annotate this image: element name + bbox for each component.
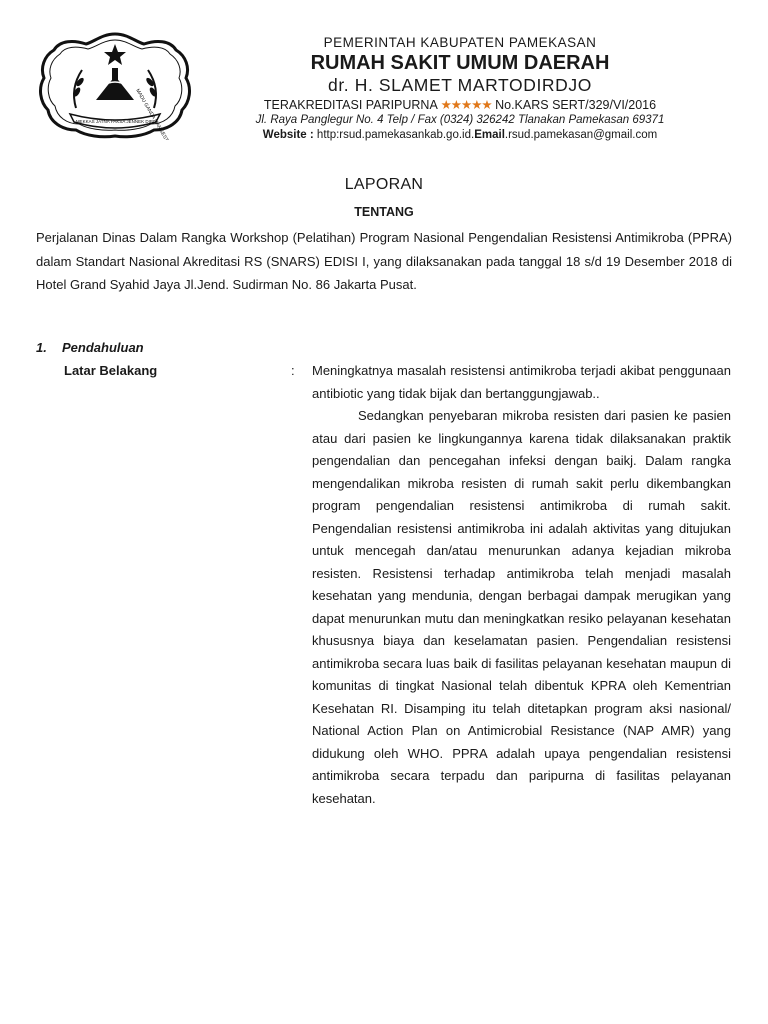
body-paragraph-2: Sedangkan penyebaran mikroba resisten dari pasien ke pasien atau dari pasien ke lingkungannya karena tidak dilaksanakan praktik pengendalian dan pencegahan infeksi dengan baikj. Dalam rangka mengendalikan mikroba resisten di rumah sakit perlu dikembangkan program pengendalian resistensi antimikroba di rumah sakit. Pengendalian resistensi antimikroba ini adalah aktivitas yang ditujukan untuk mencegah dan/atau menurunkan adanya kejadian mikroba resisten. Resistensi terhadap antimikroba telah menjadi masalah kesehatan yang mendunia, dengan berbagai dampak merugikan yang dapat menurunkan mutu dan meningkatkan resiko pelayanan kesehatan khususnya biaya dan keselamatan pasien. Pengendalian resistensi antimikroba secara luas baik di fasilitas pelayanan kesehatan maupun di komunitas di tingkat Nasional telah dibentuk KPRA oleh Kementrian Kesehatan RI. Disamping itu telah ditetapkan program aksi nasional/ National Action Plan on Antimicrobial Resistance (NAP AMR) yang didukung oleh WHO. PPRA adalah upaya pengendalian resistensi antimikroba secara terpadu dan paripurna di fasilitas pelayanan kesehatan. bbox=[312, 408, 731, 806]
accreditation-stars-icon: ★★★★★ bbox=[440, 98, 492, 112]
subsection-colon: : bbox=[291, 363, 295, 378]
hospital-namesake: dr. H. SLAMET MARTODIRDJO bbox=[328, 75, 592, 95]
accreditation-line bbox=[180, 97, 740, 113]
subsection-body bbox=[312, 360, 731, 810]
intro-paragraph: Perjalanan Dinas Dalam Rangka Workshop (Pelatihan) Program Nasional Pengendalian Resistensi Antimikroba (PPRA) dalam Standart Nasional Akreditasi RS (SNARS) EDISI I, yang dilaksanakan pada tanggal 18 s/d 19 Desember 2018 di Hotel Grand Syahid Jaya Jl.Jend. Sudirman No. 86 Jakarta Pusat. bbox=[36, 230, 732, 292]
section-title: Pendahuluan bbox=[62, 340, 144, 355]
logo-motto-side: MADU GANDA MANGESTI bbox=[134, 88, 171, 140]
email-label: Email bbox=[474, 129, 505, 141]
letterhead bbox=[180, 34, 740, 143]
government-name: PEMERINTAH KABUPATEN PAMEKASAN bbox=[323, 35, 597, 50]
regency-emblem-logo bbox=[36, 30, 194, 140]
email-link[interactable]: .rsud.pamekasan@gmail.com bbox=[504, 129, 658, 141]
subsection-label: Latar Belakang bbox=[64, 363, 158, 378]
hospital-name: RUMAH SAKIT UMUM DAERAH bbox=[310, 52, 610, 74]
document-title: LAPORAN bbox=[344, 176, 424, 193]
website-link[interactable]: http:rsud.pamekasankab.go.id. bbox=[316, 129, 475, 141]
logo-motto-bottom: MEKKAS JATNA PAKSA JENNEK DIBI bbox=[75, 119, 155, 124]
accreditation-prefix: TERAKREDITASI PARIPURNA bbox=[263, 98, 438, 112]
section-number: 1. bbox=[36, 340, 47, 355]
contact-line bbox=[180, 128, 740, 143]
hospital-address: Jl. Raya Panglegur No. 4 Telp / Fax (0324) 326242 Tlanakan Pamekasan 69371 bbox=[255, 114, 665, 126]
body-paragraph-1: Meningkatnya masalah resistensi antimikroba terjadi akibat penggunaan antibiotic yang tidak bijak dan bertanggungjawab.. bbox=[312, 363, 731, 401]
website-label: Website : bbox=[262, 129, 314, 141]
document-subtitle: TENTANG bbox=[354, 205, 414, 219]
section-heading bbox=[36, 340, 144, 355]
accreditation-number: No.KARS SERT/329/VI/2016 bbox=[495, 98, 657, 112]
